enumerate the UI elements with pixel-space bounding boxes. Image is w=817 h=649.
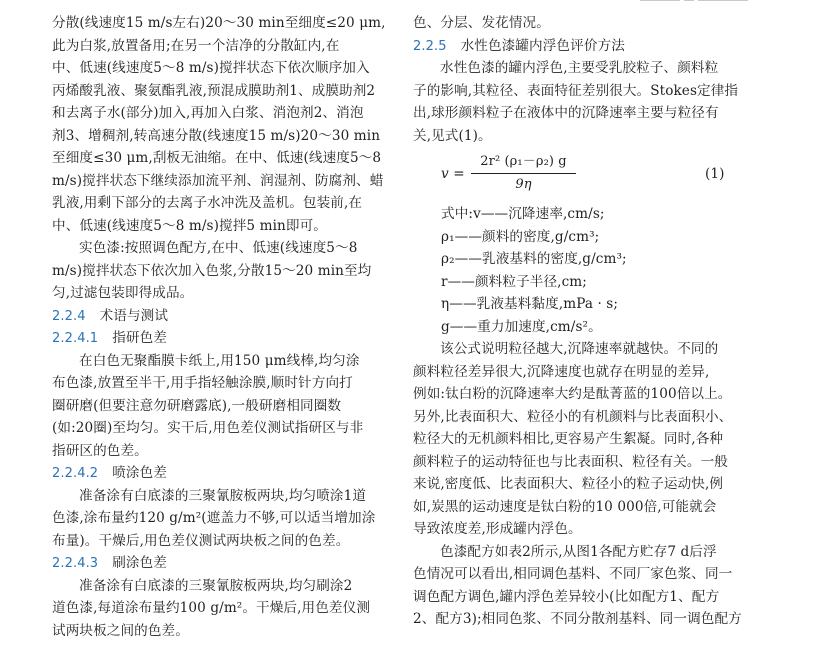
text-line: 此为白浆,放置备用;在另一个洁净的分散缸内,在 xyxy=(52,37,340,54)
formula-legend xyxy=(413,203,761,338)
text-line: 该公式说明粒径越大,沉降速率就越快。不同的 xyxy=(440,341,719,357)
section-title: 术语与测试 xyxy=(99,307,169,324)
text-line: 中、低速(线速度5～8 m/s)搅拌5 min即可。 xyxy=(52,217,327,234)
left-column xyxy=(52,12,392,642)
text-line: 来说,密度低、比表面积大、粒径小的粒子运动快,例 xyxy=(413,476,724,492)
finger-rub-paragraph xyxy=(52,350,392,463)
section-number: 2.2.4.1 xyxy=(52,331,99,346)
text-line: 丙烯酸乳液、聚氨酯乳液,预混成膜助剂1、成膜助剂2 xyxy=(52,82,376,99)
text-line: 色漆配方如表2所示,从图1各配方贮存7 d后浮 xyxy=(440,543,717,560)
text-line: 圈研磨(但要注意勿研磨露底),一般研磨相同圈数 xyxy=(52,397,342,414)
text-line: 调色配方调色,罐内浮色差异较小(比如配方1、配方 xyxy=(413,588,720,605)
text-line: 颜料粒径差异很大,沉降速度也就存在明显的差异, xyxy=(413,363,710,380)
text-line: 布色漆,放置至半干,用手指轻触涂膜,顺时针方向打 xyxy=(52,375,353,391)
text-line: m/s)搅拌状态下继续添加流平剂、润湿剂、防腐剂、蜡 xyxy=(52,172,384,189)
text-line: 分散(线速度15 m/s左右)20～30 min至细度≤20 μm, xyxy=(52,15,386,31)
header-rule xyxy=(640,0,760,2)
text-line: 乳液,用剩下部分的去离子水冲洗及盖机。包装前,在 xyxy=(52,195,363,211)
legend-line: g——重力加速度,cm/s²。 xyxy=(441,318,602,335)
legend-line: η——乳液基料黏度,mPa · s; xyxy=(441,296,619,312)
section-number: 2.2.4.2 xyxy=(52,466,99,481)
formula-numerator: 2r² (ρ₁－ρ₂) g xyxy=(480,154,567,169)
text-line: 如,炭黑的运动速度是钛白粉的10 000倍,可能就会 xyxy=(413,498,717,515)
text-line: 道色漆,每道涂布量约100 g/m²。干燥后,用色差仪测 xyxy=(52,600,371,616)
text-line: 关,见式(1)。 xyxy=(413,127,492,144)
legend-line: ρ₂——乳液基料的密度,g/cm³; xyxy=(441,251,627,267)
text-line: 布量)。干燥后,用色差仪测试两块板之间的色差。 xyxy=(52,532,350,549)
text-line: 2、配方3);相同色浆、不同分散剂基料、同一调色配方 xyxy=(413,611,742,627)
text-line: 在白色无聚酯膜卡纸上,用150 μm线棒,均匀涂 xyxy=(79,352,360,369)
sedimentation-paragraph xyxy=(413,338,761,541)
text-line: 和去离子水(部分)加入,再加入白浆、消泡剂2、消泡 xyxy=(52,105,364,121)
section-heading-2-2-4 xyxy=(52,305,392,328)
equation-number: (1) xyxy=(705,166,725,182)
formula-denominator: 9η xyxy=(515,177,532,192)
text-line: (如:20圈)至均匀。实干后,用色差仪测试指研区与非 xyxy=(52,420,364,436)
text-line: 色、分层、发花情况。 xyxy=(413,15,550,31)
text-line: 色漆,涂布量约120 g/m²(遮盖力不够,可以适当增加涂 xyxy=(52,510,376,526)
text-line: 准备涂有白底漆的三聚氰胺板两块,均匀刷涂2 xyxy=(79,577,353,594)
section-title: 水性色漆罐内浮色评价方法 xyxy=(460,37,625,54)
section-heading-2-2-4-3 xyxy=(52,552,392,575)
text-line: 色情况可以看出,相同调色基料、不同厂家色浆、同一 xyxy=(413,566,733,582)
section-title: 刷涂色差 xyxy=(112,555,167,571)
formula-lhs: v = xyxy=(441,166,465,182)
text-line: 子的影响,其粒径、表面特征差别很大。Stokes定律指 xyxy=(413,82,739,99)
legend-line: 式中:v——沉降速率,cm/s; xyxy=(441,206,605,222)
section-number: 2.2.5 xyxy=(413,38,447,54)
text-line: 剂3、增稠剂,转高速分散(线速度15 m/s)20～30 min xyxy=(52,127,381,144)
text-line: 匀,过滤包装即得成品。 xyxy=(52,285,194,301)
text-line: 准备涂有白底漆的三聚氰胺板两块,均匀喷涂1道 xyxy=(79,487,367,504)
text-line: 实色漆:按照调色配方,在中、低速(线速度5～8 xyxy=(79,240,358,256)
text-line: 颜料粒子的运动特征也与比表面积、粒径有关。一般 xyxy=(413,453,728,470)
stokes-formula xyxy=(413,151,761,197)
legend-line: r——颜料粒子半径,cm; xyxy=(441,273,587,290)
text-line: 指研区的色差。 xyxy=(52,442,148,459)
section-heading-2-2-4-1 xyxy=(52,327,392,350)
section-heading-2-2-4-2 xyxy=(52,462,392,485)
legend-line: ρ₁——颜料的密度,g/cm³; xyxy=(441,228,600,245)
section-number: 2.2.4 xyxy=(52,308,86,324)
text-line: 中、低速(线速度5～8 m/s)搅拌状态下依次顺序加入 xyxy=(52,60,370,76)
section-title: 指研色差 xyxy=(112,330,167,346)
text-line: 试两块板之间的色差。 xyxy=(52,622,189,639)
text-line: 粒径大的无机颜料相比,更容易产生絮凝。同时,各种 xyxy=(413,431,724,447)
color-paint-paragraph xyxy=(52,237,392,305)
section-title: 喷涂色差 xyxy=(112,465,167,481)
stokes-paragraph xyxy=(413,57,761,147)
section-heading-2-2-5 xyxy=(413,35,761,58)
section-number: 2.2.4.3 xyxy=(52,556,99,571)
text-line: 导致浓度差,形成罐内浮色。 xyxy=(413,521,582,537)
text-line: 出,球形颜料粒子在液体中的沉降速率主要与粒径有 xyxy=(413,105,719,121)
text-line: m/s)搅拌状态下依次加入色浆,分散15～20 min至均 xyxy=(52,262,372,279)
right-column xyxy=(413,12,761,631)
formula-fraction xyxy=(471,151,576,196)
text-line: 例如:钛白粉的沉降速率大约是酞菁蓝的100倍以上。 xyxy=(413,386,732,402)
brush-paragraph xyxy=(52,575,392,643)
intro-paragraph xyxy=(52,12,392,237)
text-line: 另外,比表面积大、粒径小的有机颜料与比表面积小、 xyxy=(413,408,733,425)
text-line: 水性色漆的罐内浮色,主要受乳胶粒子、颜料粒 xyxy=(440,60,719,76)
spray-paragraph xyxy=(52,485,392,553)
formula-table-paragraph xyxy=(413,541,761,631)
text-line: 至细度≤30 μm,刮板无油缩。在中、低速(线速度5～8 xyxy=(52,150,382,166)
